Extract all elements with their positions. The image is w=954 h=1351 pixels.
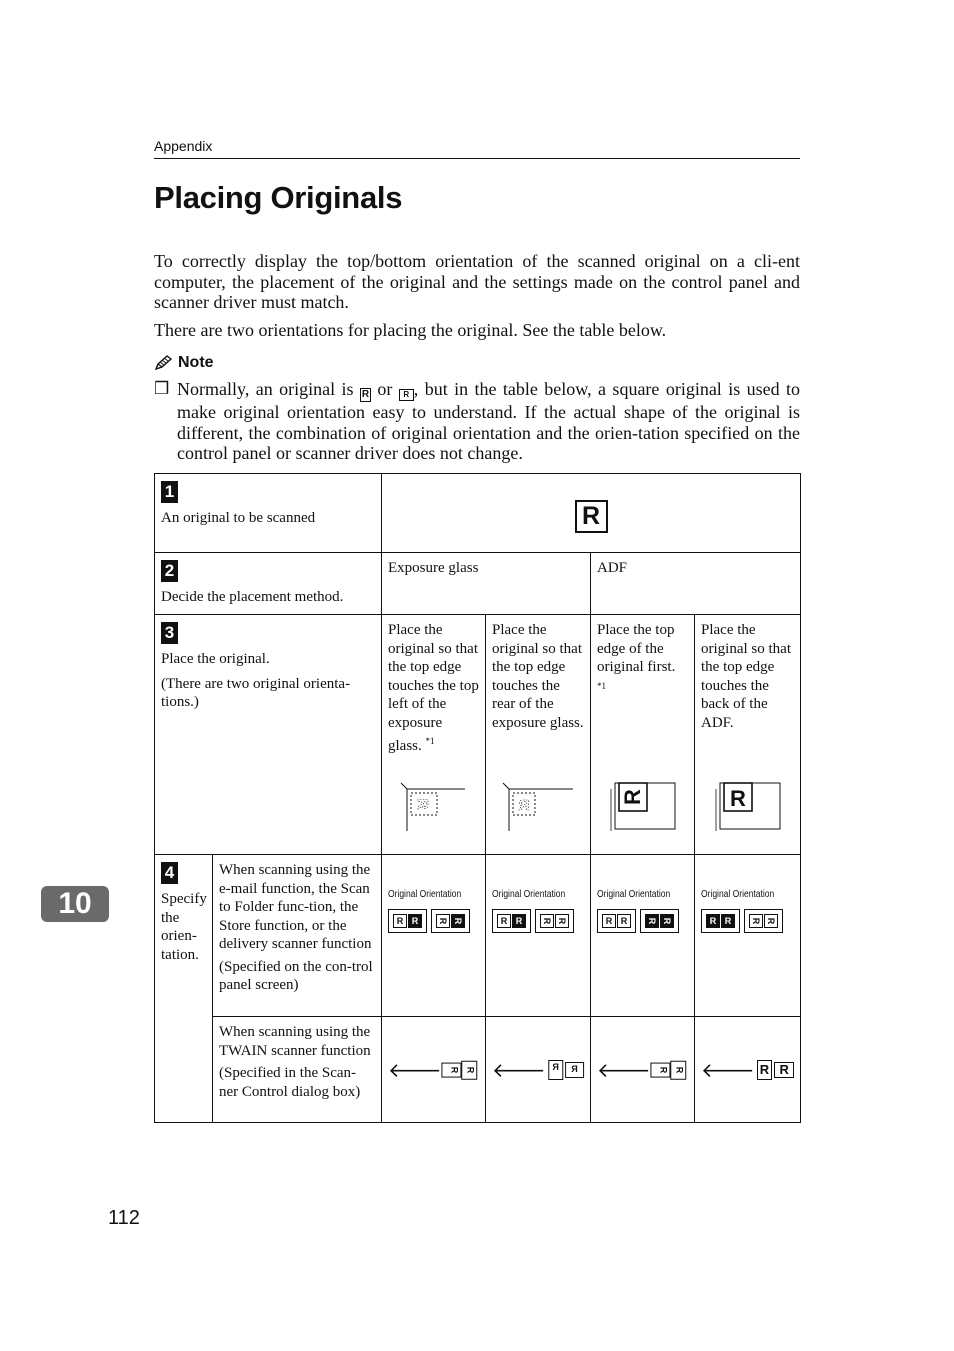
step-number-4: 4 (161, 862, 178, 884)
step4-label: Specify the orien-tation. (161, 891, 207, 963)
original-icon: R (565, 1062, 584, 1078)
step-number-2: 2 (161, 560, 178, 582)
twain-orientation-icons (597, 1057, 688, 1082)
landscape-icon: R (436, 914, 450, 928)
step2-cell (155, 553, 382, 615)
orientation-setting-3 (591, 855, 695, 1017)
svg-text:R: R (619, 789, 645, 805)
portrait-icon: R (721, 914, 735, 928)
placement-cell-4 (695, 615, 801, 855)
orientation-buttons (701, 909, 794, 933)
adf-back-figure (714, 781, 782, 833)
landscape-icon: R (749, 914, 763, 928)
original-orientation-label: Original Orientation (597, 889, 671, 900)
landscape-original-icon: R (399, 389, 414, 401)
twain-cell (213, 1017, 382, 1123)
note-text (177, 379, 800, 464)
footnote-mark: *1 (597, 680, 606, 691)
placement-text-4 (701, 621, 794, 781)
step3-sublabel: (There are two original orienta-tions.) (161, 675, 351, 710)
control-panel-label: When scanning using the e-mail function, the Scan to Folder func-tion, the Store function, or the delivery scanner function (219, 862, 372, 952)
orientation-setting-2 (486, 855, 591, 1017)
footnote-mark: *1 (425, 736, 435, 746)
step3-cell (155, 615, 382, 855)
twain-label: When scanning using the TWAIN scanner function (219, 1024, 371, 1059)
landscape-icon: R (764, 914, 778, 928)
orientation-paragraph: There are two orientations for placing the original. See the table below. (154, 320, 667, 340)
control-panel-sublabel: (Specified on the con-trol panel screen) (219, 958, 373, 993)
twain-setting-3 (591, 1017, 695, 1123)
adf-header: ADF (591, 553, 801, 615)
portrait-icon: R (408, 914, 422, 928)
landscape-icon: R (540, 914, 554, 928)
note-item (154, 379, 800, 464)
arrow-left-icon: 🡐 (701, 1057, 755, 1082)
placement-text-3 (597, 621, 688, 781)
twain-setting-2 (486, 1017, 591, 1123)
table-row-step2 (155, 553, 801, 615)
landscape-orientation-button[interactable] (431, 909, 470, 933)
orientation-buttons (492, 909, 584, 933)
svg-text:R: R (729, 786, 746, 811)
orientation-setting-1 (382, 855, 486, 1017)
placement-text-1 (388, 621, 479, 781)
note-heading-label: Note (178, 354, 214, 371)
twain-sublabel: (Specified in the Scan-ner Control dialog box) (219, 1065, 361, 1100)
original-orientation-label: Original Orientation (388, 889, 462, 900)
checkbox-bullet-icon: ❒ (154, 379, 170, 398)
sample-original-icon: R (575, 500, 608, 533)
landscape-orientation-button[interactable] (535, 909, 574, 933)
landscape-icon: R (451, 914, 465, 928)
page-number: 112 (108, 1207, 140, 1229)
portrait-orientation-button[interactable] (597, 909, 636, 933)
arrow-left-icon: 🡐 (492, 1057, 546, 1082)
portrait-icon: R (617, 914, 631, 928)
step1-cell (155, 474, 382, 553)
placement-text-1-body: Place the original so that the top edge touches the top left of the exposure glass. (388, 622, 479, 754)
original-icon: R (462, 1060, 478, 1079)
svg-text:R: R (518, 797, 530, 814)
placement-text-2 (492, 621, 584, 781)
page-title: Placing Originals (154, 180, 403, 215)
sample-original-cell (382, 474, 801, 553)
table-row-step4b (155, 1017, 801, 1123)
step-number-1: 1 (161, 481, 178, 503)
portrait-orientation-button[interactable] (388, 909, 427, 933)
table-row-step4a (155, 855, 801, 1017)
pencil-icon (154, 355, 174, 371)
chapter-tab: 10 (41, 886, 109, 922)
step2-label: Decide the placement method. (161, 589, 344, 605)
original-icon: R (441, 1062, 461, 1077)
portrait-original-icon: R (361, 389, 370, 400)
glass-top-left-figure (399, 781, 469, 833)
landscape-icon: R (555, 914, 569, 928)
note-heading (154, 354, 214, 372)
landscape-icon: R (660, 914, 674, 928)
control-panel-cell (213, 855, 382, 1017)
glass-rear-figure (501, 781, 575, 833)
arrow-left-icon: 🡐 (388, 1057, 442, 1082)
twain-setting-1 (382, 1017, 486, 1123)
twain-orientation-icons (388, 1057, 479, 1082)
step-number-3: 3 (161, 622, 178, 644)
exposure-glass-header: Exposure glass (382, 553, 591, 615)
portrait-icon: R (512, 914, 526, 928)
note-text-or: or (377, 379, 393, 399)
landscape-orientation-button[interactable] (744, 909, 783, 933)
portrait-icon: R (497, 914, 511, 928)
placement-cell-1 (382, 615, 486, 855)
twain-orientation-icons (701, 1057, 794, 1082)
step3-label: Place the original. (161, 651, 270, 667)
placement-cell-3 (591, 615, 695, 855)
table-row-step1 (155, 474, 801, 553)
original-icon: R (650, 1062, 670, 1077)
landscape-orientation-button[interactable] (640, 909, 679, 933)
portrait-icon: R (706, 914, 720, 928)
placement-cell-2 (486, 615, 591, 855)
arrow-left-icon: 🡐 (597, 1057, 651, 1082)
original-icon: R (757, 1060, 773, 1080)
portrait-icon: R (602, 914, 616, 928)
svg-text:R: R (413, 798, 431, 810)
orientation-setting-4 (695, 855, 801, 1017)
step4-cell (155, 855, 213, 1123)
note-text-b: , but in the table below, a square original is used to make original orientation easy to understand. If the actual shape of the original is different, the combination of original orientation and the orien-tation specified on the control panel or scanner driver does not change. (177, 379, 801, 463)
original-icon: R (671, 1060, 687, 1079)
orientation-table (154, 473, 801, 1123)
placement-text-4-body: Place the original so that the top edge touches the back of the ADF. (701, 622, 791, 731)
twain-setting-4 (695, 1017, 801, 1123)
placement-text-2-body: Place the original so that the top edge touches the rear of the exposure glass. (492, 622, 584, 731)
original-orientation-label: Original Orientation (492, 889, 566, 900)
original-icon: R (774, 1062, 794, 1078)
portrait-icon: R (393, 914, 407, 928)
table-row-step3 (155, 615, 801, 855)
portrait-orientation-button[interactable] (492, 909, 531, 933)
landscape-icon: R (645, 914, 659, 928)
adf-top-first-figure (609, 781, 677, 833)
note-text-a: Normally, an original is (177, 379, 354, 399)
orientation-buttons (388, 909, 479, 933)
placement-text-3-body: Place the top edge of the original first. (597, 622, 676, 675)
step1-label: An original to be scanned (161, 510, 316, 526)
intro-paragraph: To correctly display the top/bottom orientation of the scanned original on a cli-ent computer, the placement of the original and the settings made on the control panel and scanner driver must match. (154, 251, 800, 312)
header-rule (154, 158, 800, 159)
portrait-orientation-button[interactable] (701, 909, 740, 933)
orientation-buttons (597, 909, 688, 933)
original-orientation-label: Original Orientation (701, 889, 775, 900)
twain-orientation-icons (492, 1057, 584, 1082)
running-head: Appendix (154, 138, 213, 154)
original-icon: R (548, 1060, 563, 1080)
